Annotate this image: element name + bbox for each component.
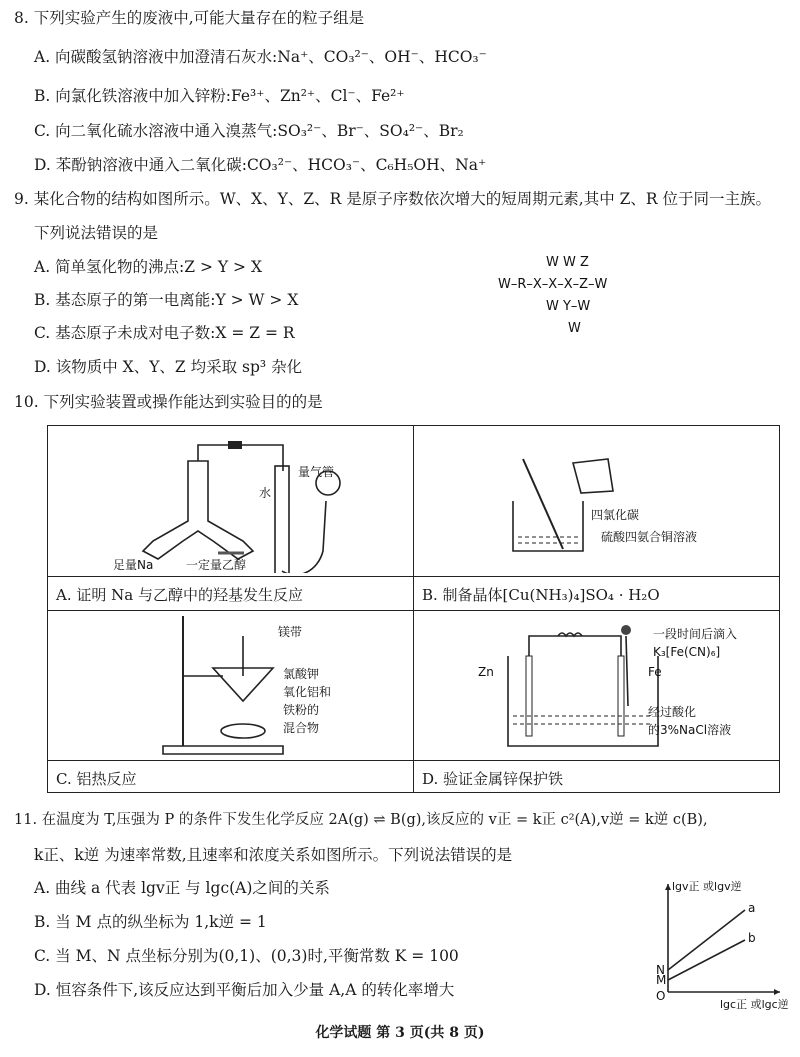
figure-c-mix-3: 混合物 bbox=[283, 721, 320, 735]
q10-stem: 10. 下列实验装置或操作能达到实验目的的是 bbox=[14, 393, 323, 411]
q9-stem-2: 下列说法错误的是 bbox=[34, 224, 159, 242]
q9-option-c: C. 基态原子未成对电子数:X = Z = R bbox=[34, 324, 295, 342]
curve-a-label: a bbox=[748, 901, 756, 915]
q11-rate-graph bbox=[650, 870, 795, 1010]
q8-stem: 8. 下列实验产生的废液中,可能大量存在的粒子组是 bbox=[14, 9, 365, 27]
q10-caption-c: C. 铝热反应 bbox=[56, 770, 137, 788]
q11-option-c: C. 当 M、N 点坐标分别为(0,1)、(0,3)时,平衡常数 K = 100 bbox=[34, 947, 459, 965]
q10-caption-b: B. 制备晶体[Cu(NH₃)₄]SO₄ · H₂O bbox=[422, 586, 660, 604]
q11-stem-2: k正、k逆 为速率常数,且速率和浓度关系如图所示。下列说法错误的是 bbox=[34, 846, 513, 864]
q9-option-d: D. 该物质中 X、Y、Z 均采取 sp³ 杂化 bbox=[34, 358, 303, 376]
q10-caption-a: A. 证明 Na 与乙醇中的羟基发生反应 bbox=[56, 586, 303, 604]
figure-a-burette: 量气管 bbox=[298, 465, 335, 479]
q9-option-a: A. 简单氢化物的沸点:Z > Y > X bbox=[34, 258, 262, 276]
q9-option-b: B. 基态原子的第一电离能:Y > W > X bbox=[34, 291, 299, 309]
structure-row-1: W W Z bbox=[546, 255, 589, 270]
q8-option-d: D. 苯酚钠溶液中通入二氧化碳:CO₃²⁻、HCO₃⁻、C₆H₅OH、Na⁺ bbox=[34, 156, 487, 174]
figure-b-ccl4: 四氯化碳 bbox=[591, 508, 640, 522]
q10-caption-d: D. 验证金属锌保护铁 bbox=[422, 770, 564, 788]
curve-a bbox=[668, 910, 745, 970]
q9-stem-1: 9. 某化合物的结构如图所示。W、X、Y、Z、R 是原子序数依次增大的短周期元素,其中 Z、R 位于同一主族。 bbox=[14, 190, 772, 208]
q8-option-a: A. 向碳酸氢钠溶液中加澄清石灰水:Na⁺、CO₃²⁻、OH⁻、HCO₃⁻ bbox=[34, 48, 487, 66]
figure-d-apparatus bbox=[478, 616, 778, 756]
structure-row-4: W bbox=[568, 321, 581, 336]
curve-b-label: b bbox=[748, 931, 756, 945]
point-m-label: M bbox=[656, 973, 667, 987]
figure-a-ethanol: 一定量乙醇 bbox=[186, 558, 247, 572]
page-footer: 化学试题 第 3 页(共 8 页) bbox=[315, 1025, 485, 1041]
q11-option-a: A. 曲线 a 代表 lgv正 与 lgc(A)之间的关系 bbox=[34, 879, 330, 897]
q8-option-c: C. 向二氧化硫水溶液中通入溴蒸气:SO₃²⁻、Br⁻、SO₄²⁻、Br₂ bbox=[34, 122, 464, 140]
q9-structure-diagram bbox=[496, 250, 666, 340]
point-n-label: N bbox=[656, 963, 665, 977]
figure-a-apparatus bbox=[68, 431, 398, 573]
structure-row-3: W Y–W bbox=[546, 299, 591, 314]
q11-option-b: B. 当 M 点的纵坐标为 1,k逆 = 1 bbox=[34, 913, 267, 931]
figure-d-fe: Fe bbox=[648, 665, 662, 679]
q11-stem-1: 11. 在温度为 T,压强为 P 的条件下发生化学反应 2A(g) ⇌ B(g),该反应的 v正 = k正 c²(A),v逆 = k逆 c(B), bbox=[14, 812, 708, 828]
figure-c-apparatus bbox=[143, 616, 343, 756]
figure-b-apparatus bbox=[433, 431, 763, 573]
figure-d-solution-1: 经过酸化 bbox=[648, 705, 697, 719]
figure-d-note-2: K₃[Fe(CN)₆] bbox=[653, 645, 721, 659]
figure-d-zn: Zn bbox=[478, 665, 494, 679]
figure-a-water: 水 bbox=[259, 486, 272, 500]
origin-label: O bbox=[656, 989, 666, 1003]
figure-c-ribbon: 镁带 bbox=[278, 625, 303, 639]
figure-d-note-1: 一段时间后滴入 bbox=[653, 627, 738, 641]
figure-c-kclo3: 氯酸钾 bbox=[283, 667, 320, 681]
graph-ylabel: lgv正 或lgv逆 bbox=[672, 880, 742, 893]
q8-option-b: B. 向氯化铁溶液中加入锌粉:Fe³⁺、Zn²⁺、Cl⁻、Fe²⁺ bbox=[34, 87, 405, 105]
figure-b-solution: 硫酸四氨合铜溶液 bbox=[601, 530, 698, 544]
figure-c-mix-2: 铁粉的 bbox=[283, 703, 320, 717]
figure-c-mix-1: 氧化铝和 bbox=[283, 685, 332, 699]
structure-row-2: W–R–X–X–X–Z–W bbox=[498, 277, 608, 292]
figure-a-na: 足量Na bbox=[113, 558, 154, 572]
q10-option-grid bbox=[47, 425, 780, 793]
q11-option-d: D. 恒容条件下,该反应达到平衡后加入少量 A,A 的转化率增大 bbox=[34, 981, 455, 999]
graph-xlabel: lgc正 或lgc逆 bbox=[720, 998, 789, 1010]
figure-d-solution-2: 的3%NaCl溶液 bbox=[648, 723, 732, 737]
